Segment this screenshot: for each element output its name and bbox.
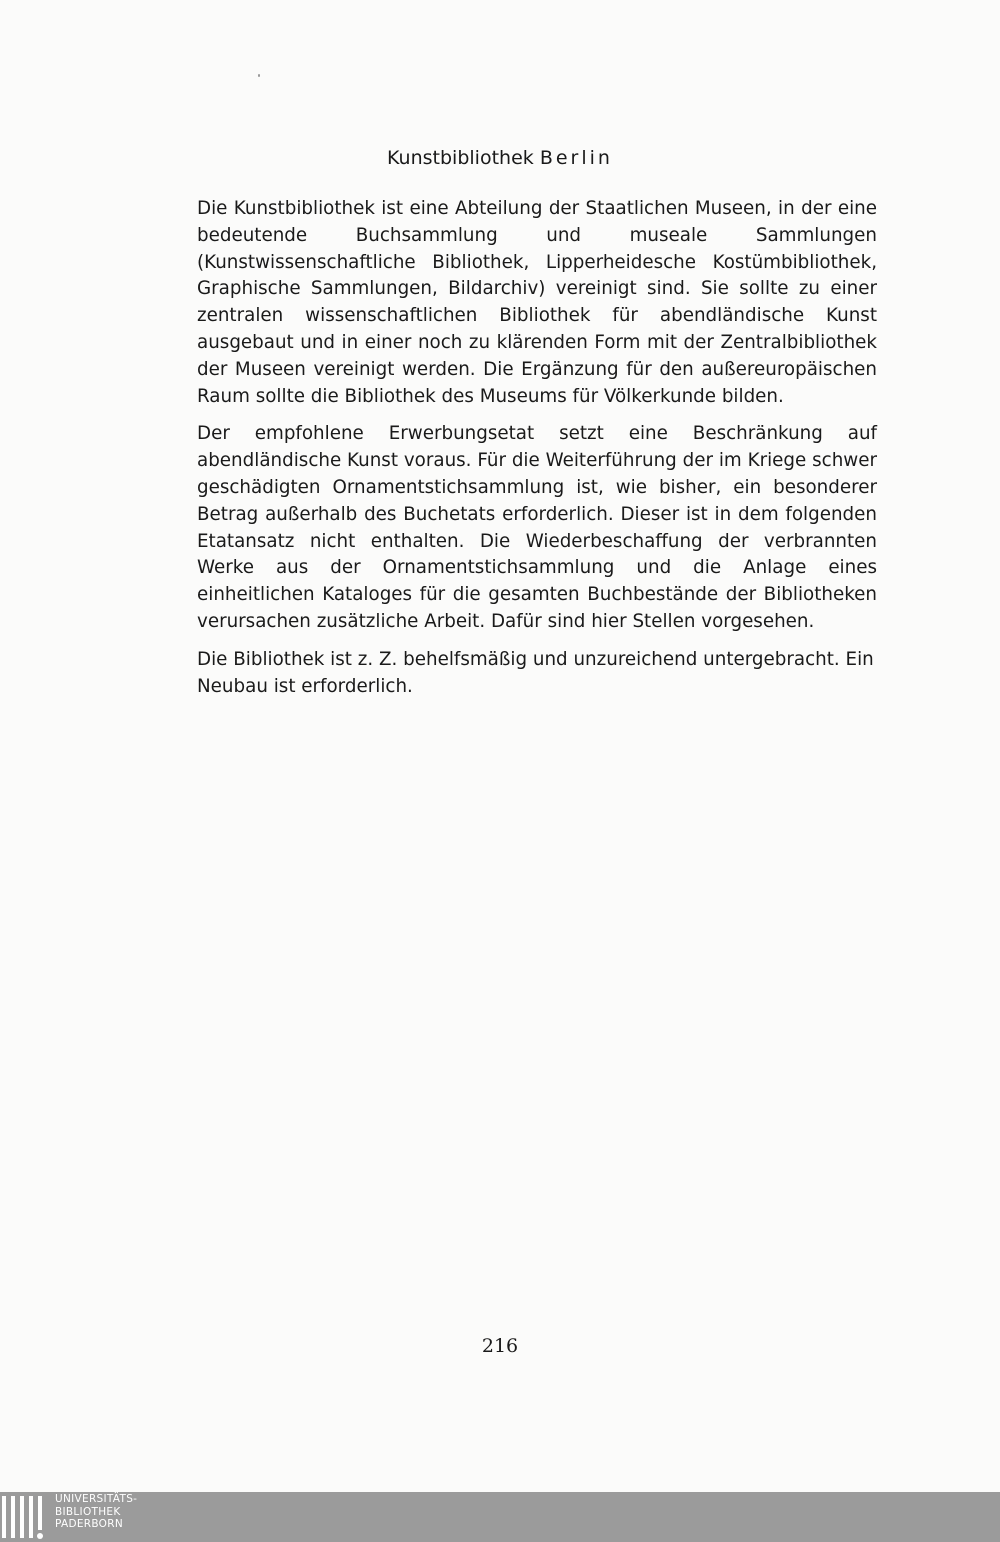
footer-bar (0, 1492, 1000, 1542)
page-title (0, 146, 1000, 170)
scan-speck (258, 74, 260, 77)
page-number: 216 (481, 1335, 519, 1357)
university-library-logo-icon (2, 1494, 50, 1540)
library-name-line-1: UNIVERSITÄTS- (55, 1493, 138, 1505)
title-prefix: Kunstbibliothek (387, 147, 534, 169)
paragraph-1: Die Kunstbibliothek ist eine Abteilung der Staatlichen Museen, in der eine bedeutende Buchsammlung und museale Sammlungen (Kunstwissenschaftliche Bibliothek, Lipperheidesche Kostümbibliothek, Graphische Sammlungen, Bildarchiv) vereinigt sind. Sie sollte zu einer zentralen wissenschaftlichen Bibliothek für abendländische Kunst ausgebaut und in einer noch zu klärenden Form mit der Zentralbibliothek der Museen vereinigt werden. Die Ergänzung für den außereuropäischen Raum sollte die Bibliothek des Museums für Völkerkunde bilden. (197, 198, 877, 407)
library-name (55, 1493, 137, 1531)
paragraph-2: Der empfohlene Erwerbungsetat setzt eine Beschränkung auf abendländische Kunst voraus. Für die Weiterführung der im Kriege schwer geschädigten Ornamentstichsammlung ist, wie bisher, ein besonderer Betrag außerhalb des Buchetats erforderlich. Dieser ist in dem folgenden Etatansatz nicht enthalten. Die Wiederbeschaffung der verbrannten Werke aus der Ornamentstichsammlung und die Anlage eines einheitlichen Kataloges für die gesamten Buchbestände der Bibliotheken verursachen zusätzliche Arbeit. Dafür sind hier Stellen vorgesehen. (197, 423, 877, 632)
body-text (197, 196, 877, 711)
paragraph-3: Die Bibliothek ist z. Z. behelfsmäßig und unzureichend untergebracht. Ein Neubau ist erforderlich. (197, 648, 874, 697)
library-name-line-3: PADERBORN (55, 1518, 123, 1530)
library-name-line-2: BIBLIOTHEK (55, 1505, 121, 1518)
title-emphasis: Berlin (539, 147, 613, 169)
